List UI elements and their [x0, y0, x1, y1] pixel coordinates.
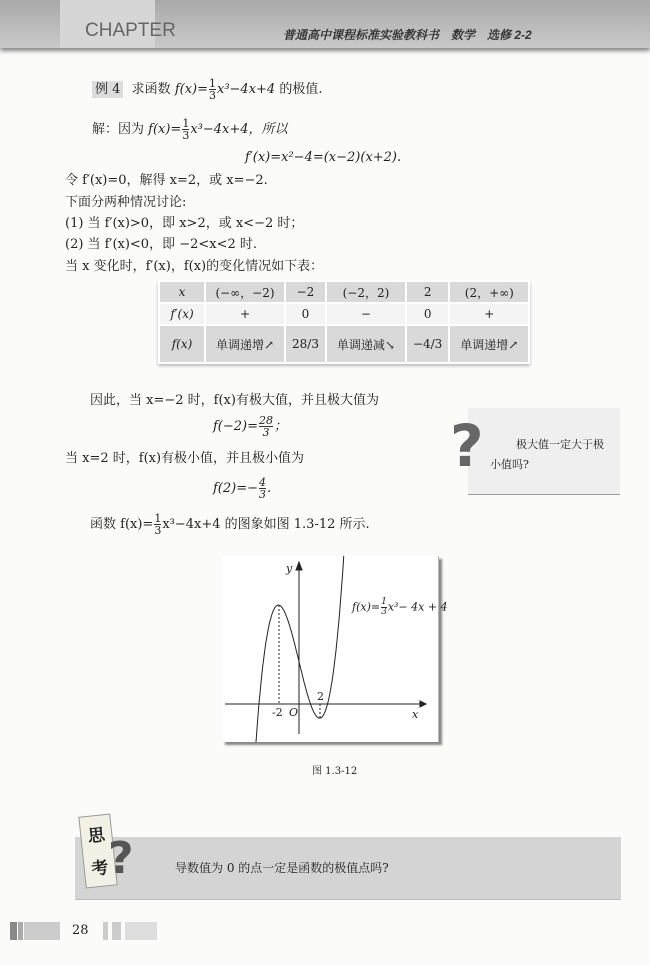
text: 的极值. [275, 82, 323, 97]
table-cell: + [449, 303, 529, 325]
table-cell-max: 28/3 [285, 325, 326, 363]
solution-line-3: 令 f′(x)=0，解得 x=2，或 x=−2. [65, 173, 268, 188]
example-tag: 例 4 [92, 81, 123, 98]
solution-line-4: 下面分两种情况讨论: [65, 195, 187, 210]
x-axis-arrow [420, 701, 426, 707]
tick-label: 2 [317, 690, 324, 703]
solution-line-7: 当 x 变化时，f′(x)，f(x)的变化情况如下表： [65, 259, 324, 274]
table-cell: f′(x) [159, 303, 205, 325]
footer-bar [18, 922, 23, 940]
side-note-text: 小值吗? [490, 458, 529, 471]
table-cell: −2 [285, 281, 326, 303]
y-axis-label: y [286, 562, 293, 575]
conclusion-line-1: 因此，当 x=−2 时，f(x)有极大值，并且极大值为 [90, 393, 379, 408]
table-cell: 2 [406, 281, 449, 303]
origin-label: O [289, 706, 299, 719]
think-box [75, 837, 621, 900]
table-cell: 单调递增↗ [205, 325, 285, 363]
fraction: $\frac{1}{3}$ [182, 117, 190, 142]
table-cell: − [326, 303, 406, 325]
case-1: (1) 当 f′(x)>0，即 x>2，或 x<−2 时； [65, 216, 304, 231]
tick-label: -2 [272, 706, 283, 719]
page-number: 28 [72, 923, 89, 938]
fraction: $\frac{1}{3}$ [209, 77, 216, 102]
chapter-label: CHAPTER [85, 20, 176, 41]
x-axis-label: x [412, 708, 419, 721]
table-cell: 单调递增↗ [449, 325, 529, 363]
function-graph [222, 556, 438, 742]
think-badge-icon: 思 考 [78, 814, 117, 889]
text: 求函数 [131, 82, 175, 97]
table-cell: (−∞，−2) [205, 281, 285, 303]
footer-bar [112, 922, 121, 940]
derivative-formula: f′(x)=x²−4=(x−2)(x+2). [245, 150, 402, 165]
min-value-formula: f(2)=− $\frac{4}{3}$ . [213, 476, 272, 501]
math: f(x)= [174, 82, 208, 97]
table-row [159, 303, 529, 325]
table-cell: 单调递减↘ [326, 325, 406, 363]
table-cell: x [159, 281, 205, 303]
table-cell: + [205, 303, 285, 325]
solution-line-1: 解：因为 f(x)= $\frac{1}{3}$ x³−4x+4，所以 [92, 117, 288, 142]
page-header [0, 0, 650, 48]
math: x³−4x+4 [217, 82, 276, 97]
case-2: (2) 当 f′(x)<0，即 −2<x<2 时. [65, 237, 258, 252]
function-curve [255, 556, 346, 742]
curve-label: f(x)= $\frac{1}{3}$ x³− 4x + 4 [352, 597, 448, 617]
side-note [468, 408, 620, 495]
table-cell-min: −4/3 [406, 325, 449, 363]
question-mark-icon: ? [450, 412, 484, 480]
table-row [159, 281, 529, 303]
question-mark-icon: ? [108, 833, 134, 884]
table-cell: 0 [285, 303, 326, 325]
y-axis-arrow [296, 562, 302, 570]
graph-reference: 函数 f(x)= $\frac{1}{3}$ x³−4x+4 的图象如图 1.3-12 所示. [90, 512, 370, 537]
conclusion-line-2: 当 x=2 时，f(x)有极小值，并且极小值为 [65, 451, 305, 466]
table-cell: f(x) [159, 325, 205, 363]
table-cell: (2，+∞) [449, 281, 529, 303]
footer-bar [10, 922, 17, 940]
example-prompt [92, 78, 322, 101]
max-value-formula: f(−2)= $\frac{28}{3}$ ； [213, 414, 288, 439]
footer-bar [125, 922, 157, 940]
think-question: 导数值为 0 的点一定是函数的极值点吗? [175, 861, 389, 875]
side-note-text: 极大值一定大于极 [516, 438, 604, 451]
figure-caption: 图 1.3-12 [312, 766, 358, 777]
footer-bar [24, 922, 60, 940]
figure-box [222, 556, 448, 742]
book-title: 普通高中课程标准实验教科书 数学 选修 2-2 [283, 28, 532, 42]
table-row [159, 325, 529, 363]
table-cell: (−2，2) [326, 281, 406, 303]
table-cell: 0 [406, 303, 449, 325]
variation-table [158, 280, 530, 364]
footer-bar [103, 922, 108, 940]
